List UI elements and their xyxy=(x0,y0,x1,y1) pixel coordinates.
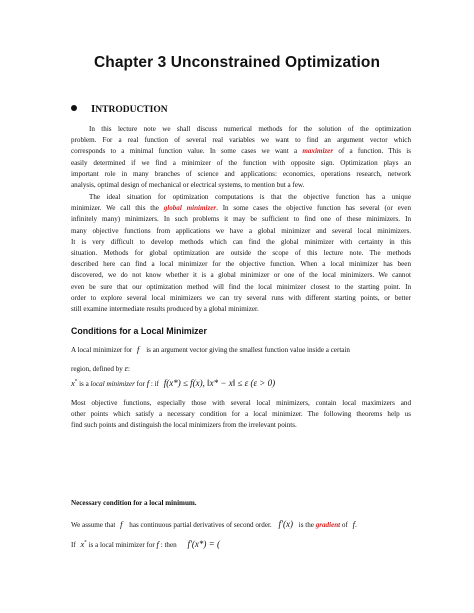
text-span: still examine intermediate results produced by a global minimizer. xyxy=(71,305,259,314)
heading-rest: NTRODUCTION xyxy=(95,105,168,115)
paragraph-line xyxy=(71,135,411,146)
text-span: is a xyxy=(79,380,89,388)
text-span: : then xyxy=(160,541,177,549)
text-span: The ideal situation for optimization computations is that the objective function has a unique xyxy=(89,193,411,201)
paragraph-line xyxy=(71,409,411,420)
text-span: . In some cases the objective function has several (or even xyxy=(216,204,411,213)
paragraph-line xyxy=(71,293,411,304)
highlight-term: global minimizer xyxy=(163,204,217,213)
paragraph-line xyxy=(71,180,411,191)
text-span: corresponds to a minimal function value. In some cases we want a xyxy=(71,147,303,156)
text-span: Most objective functions, especially those with several local minimizers, contain local maximizers and xyxy=(71,399,411,407)
paragraph-line xyxy=(71,270,411,281)
necessary-condition-line-2 xyxy=(71,539,220,549)
paragraph-line xyxy=(71,146,411,157)
text-span: analysis, optimal design of mechanical or electrical systems, to mention but a few. xyxy=(71,181,305,190)
paragraph-line xyxy=(71,226,411,237)
paragraph-line xyxy=(71,158,411,169)
paragraph-line xyxy=(71,398,411,409)
paragraph-line xyxy=(71,169,411,180)
paragraph-line xyxy=(71,304,411,315)
math-f: f xyxy=(156,539,159,549)
heading-initial: I xyxy=(91,103,96,115)
paragraph-line xyxy=(71,124,411,135)
text-span: We assume that xyxy=(71,521,116,529)
text-span: described here can find a local minimizer for the objective function. When a local minimizer has been xyxy=(71,260,411,269)
math-f: f xyxy=(146,378,150,388)
highlight-term: maximizer xyxy=(302,147,334,156)
paragraph-line xyxy=(71,237,411,248)
text-span: find such points and distinguish the local minimizers from the irrelevant points. xyxy=(71,421,297,430)
local-minimizer-definition-line-1 xyxy=(71,344,350,354)
text-span: discovered, we do not know whether it is a global minimizer or one of the local minimizers. We cannot xyxy=(71,271,411,280)
math-x: x xyxy=(71,378,75,388)
text-span: : if xyxy=(150,380,159,388)
intro-paragraph-1 xyxy=(71,124,411,191)
text-span: . xyxy=(355,521,357,529)
paragraph-line xyxy=(71,192,411,203)
text-span: even be sure that our optimization method will find the local minimizer closest to the starting point. In xyxy=(71,282,411,291)
text-span: is the xyxy=(298,521,314,529)
paragraph-line xyxy=(71,420,411,431)
text-span: of a function. This is xyxy=(333,147,411,156)
section-heading-conditions: Conditions for a Local Minimizer xyxy=(71,326,207,336)
text-span: other points which satisfy a necessary condition for a local minimizer. The following theorems help us xyxy=(71,410,411,419)
chapter-title: Chapter 3 Unconstrained Optimization xyxy=(93,54,381,71)
math-x: x xyxy=(80,539,85,549)
text-span: many objective functions from applications we have a global minimizer and several local minimizers. xyxy=(71,226,411,235)
math-f: f xyxy=(352,519,355,529)
paragraph-line xyxy=(71,259,411,270)
text-span: for xyxy=(136,380,145,388)
text-span: is an argument vector giving the smallest function value inside a certain xyxy=(146,346,350,354)
math-epsilon: ε xyxy=(124,363,128,373)
math-f: f xyxy=(120,519,123,529)
text-span: situation. Methods for global optimization are outside the scope of this lecture note. The methods xyxy=(71,249,411,258)
necessary-condition-line-1 xyxy=(71,519,357,529)
text-span: In this lecture note we shall discuss numerical methods for the solution of the optimization xyxy=(89,125,411,133)
text-span: of xyxy=(341,521,348,529)
local-minimizer-definition-line-2 xyxy=(71,363,130,373)
math-star: * xyxy=(74,379,78,385)
math-gradient: f′(x) xyxy=(278,519,293,529)
section-heading-introduction xyxy=(71,103,168,115)
text-span: region, defined by xyxy=(71,365,123,373)
text-span: A local minimizer for xyxy=(71,346,133,354)
text-span: If xyxy=(71,541,76,549)
paragraph-line xyxy=(71,214,411,225)
section-heading-necessary-condition: Necessary condition for a local minimum. xyxy=(71,499,197,507)
text-span: : xyxy=(127,365,130,373)
intro-paragraph-2 xyxy=(71,192,411,315)
text-span: infinitely many) minimizers. In such problems it may be sufficient to find one of these minimizers. In xyxy=(71,215,411,224)
text-span: local minimizer xyxy=(90,380,135,388)
paragraph-line xyxy=(71,203,411,214)
math-inequality: f(x*) ≤ f(x), ‖x* − x‖ ≤ ε (ε > 0) xyxy=(163,378,276,388)
math-star: * xyxy=(84,540,87,546)
highlight-gradient: gradient xyxy=(315,521,341,529)
math-gradient-equation: f′(x*) = ( xyxy=(187,539,220,549)
text-span: minimizer. We call this the xyxy=(71,204,164,213)
bullet-icon xyxy=(71,105,77,111)
math-f: f xyxy=(137,344,140,354)
text-span: is a local minimizer for xyxy=(88,541,155,549)
text-span: order to explore several local minimizers we can try several runs with different starting points, or better xyxy=(71,293,411,302)
paragraph-line xyxy=(71,282,411,293)
text-span: It is very difficult to develop methods which can find the global minimizer with certainty in this xyxy=(71,237,411,246)
paragraph-line xyxy=(71,248,411,259)
text-span: important role in many branches of science and applications: economics, operations research, network xyxy=(71,169,411,178)
text-span: problem. For a real function of several real variables we want to find an argument vector which xyxy=(71,136,411,145)
conditions-paragraph xyxy=(71,398,411,432)
text-span: easily determined if we find a minimizer of the function with opposite sign. Optimization plays an xyxy=(71,158,411,167)
local-minimizer-definition-formula xyxy=(71,378,275,388)
text-span: has continuous partial derivatives of second order. xyxy=(129,521,272,529)
